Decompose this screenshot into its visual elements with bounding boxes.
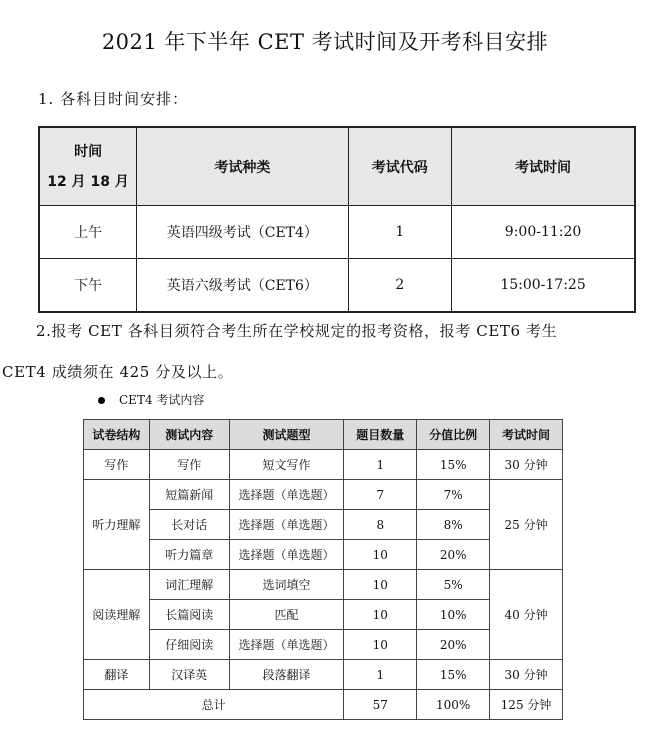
- cet4-bullet-label: CET4 考试内容: [119, 393, 205, 407]
- total-count: 57: [344, 690, 417, 720]
- table-row: [84, 660, 563, 690]
- exam-type-cell: 英语六级考试（CET6）: [137, 259, 348, 313]
- count-cell: 7: [344, 480, 417, 510]
- table-row: [84, 450, 563, 480]
- section-writing: 写作: [84, 450, 150, 480]
- question-type-cell: 匹配: [229, 600, 344, 630]
- header-ratio: 分值比例: [417, 420, 490, 450]
- ratio-cell: 20%: [417, 630, 490, 660]
- header-content: 测试内容: [149, 420, 229, 450]
- time-translation: 30 分钟: [490, 660, 563, 690]
- total-row: [84, 690, 563, 720]
- time-writing: 30 分钟: [490, 450, 563, 480]
- total-ratio: 100%: [417, 690, 490, 720]
- ratio-cell: 15%: [417, 660, 490, 690]
- section-heading: 1. 各科目时间安排：: [38, 90, 189, 108]
- question-type-cell: 选择题（单选题）: [229, 630, 344, 660]
- ratio-cell: 20%: [417, 540, 490, 570]
- count-cell: 10: [344, 600, 417, 630]
- content-cell: 听力篇章: [149, 540, 229, 570]
- page-title: 2021 年下半年 CET 考试时间及开考科目安排: [101, 30, 549, 54]
- question-type-cell: 选择题（单选题）: [229, 480, 344, 510]
- count-cell: 8: [344, 510, 417, 540]
- content-cell: 词汇理解: [149, 570, 229, 600]
- count-cell: 1: [344, 450, 417, 480]
- header-time-cell: [39, 127, 137, 206]
- header-code: 考试代码: [348, 127, 452, 206]
- schedule-table: [38, 126, 636, 313]
- header-date-label: 12 月 18 月: [47, 173, 129, 190]
- section-translation: 翻译: [84, 660, 150, 690]
- header-structure: 试卷结构: [84, 420, 150, 450]
- header-time: 考试时间: [490, 420, 563, 450]
- table-row: [84, 570, 563, 600]
- header-question-type: 测试题型: [229, 420, 344, 450]
- count-cell: 1: [344, 660, 417, 690]
- note-paragraph-line2: CET4 成绩须在 425 分及以上。: [2, 363, 234, 381]
- cet4-header-row: [84, 420, 563, 450]
- period-cell: 下午: [39, 259, 137, 313]
- exam-code-cell: 1: [348, 206, 452, 259]
- question-type-cell: 选择题（单选题）: [229, 540, 344, 570]
- exam-code-cell: 2: [348, 259, 452, 313]
- header-count: 题目数量: [344, 420, 417, 450]
- bullet-icon: [98, 397, 105, 404]
- schedule-row: [39, 259, 635, 313]
- cet4-content-table: [83, 419, 563, 720]
- content-cell: 仔细阅读: [149, 630, 229, 660]
- ratio-cell: 10%: [417, 600, 490, 630]
- ratio-cell: 7%: [417, 480, 490, 510]
- content-cell: 汉译英: [149, 660, 229, 690]
- count-cell: 10: [344, 570, 417, 600]
- table-row: [84, 480, 563, 510]
- count-cell: 10: [344, 630, 417, 660]
- exam-time-cell: 15:00-17:25: [452, 259, 635, 313]
- exam-type-cell: 英语四级考试（CET4）: [137, 206, 348, 259]
- time-listening: 25 分钟: [490, 480, 563, 570]
- question-type-cell: 选词填空: [229, 570, 344, 600]
- header-type: 考试种类: [137, 127, 348, 206]
- ratio-cell: 15%: [417, 450, 490, 480]
- exam-time-cell: 9:00-11:20: [452, 206, 635, 259]
- question-type-cell: 选择题（单选题）: [229, 510, 344, 540]
- header-time-label: 时间: [74, 143, 103, 160]
- period-cell: 上午: [39, 206, 137, 259]
- content-cell: 长对话: [149, 510, 229, 540]
- section-listening: 听力理解: [84, 480, 150, 570]
- question-type-cell: 短文写作: [229, 450, 344, 480]
- total-time: 125 分钟: [490, 690, 563, 720]
- content-cell: 短篇新闻: [149, 480, 229, 510]
- total-label: 总计: [84, 690, 344, 720]
- count-cell: 10: [344, 540, 417, 570]
- header-exam-time: 考试时间: [452, 127, 635, 206]
- content-cell: 写作: [149, 450, 229, 480]
- cet4-bullet: [98, 391, 204, 408]
- ratio-cell: 8%: [417, 510, 490, 540]
- time-reading: 40 分钟: [490, 570, 563, 660]
- section-reading: 阅读理解: [84, 570, 150, 660]
- schedule-row: [39, 206, 635, 259]
- content-cell: 长篇阅读: [149, 600, 229, 630]
- schedule-header-row: [39, 127, 635, 206]
- ratio-cell: 5%: [417, 570, 490, 600]
- question-type-cell: 段落翻译: [229, 660, 344, 690]
- note-paragraph-line1: 2.报考 CET 各科目须符合考生所在学校规定的报考资格，报考 CET6 考生: [36, 322, 558, 340]
